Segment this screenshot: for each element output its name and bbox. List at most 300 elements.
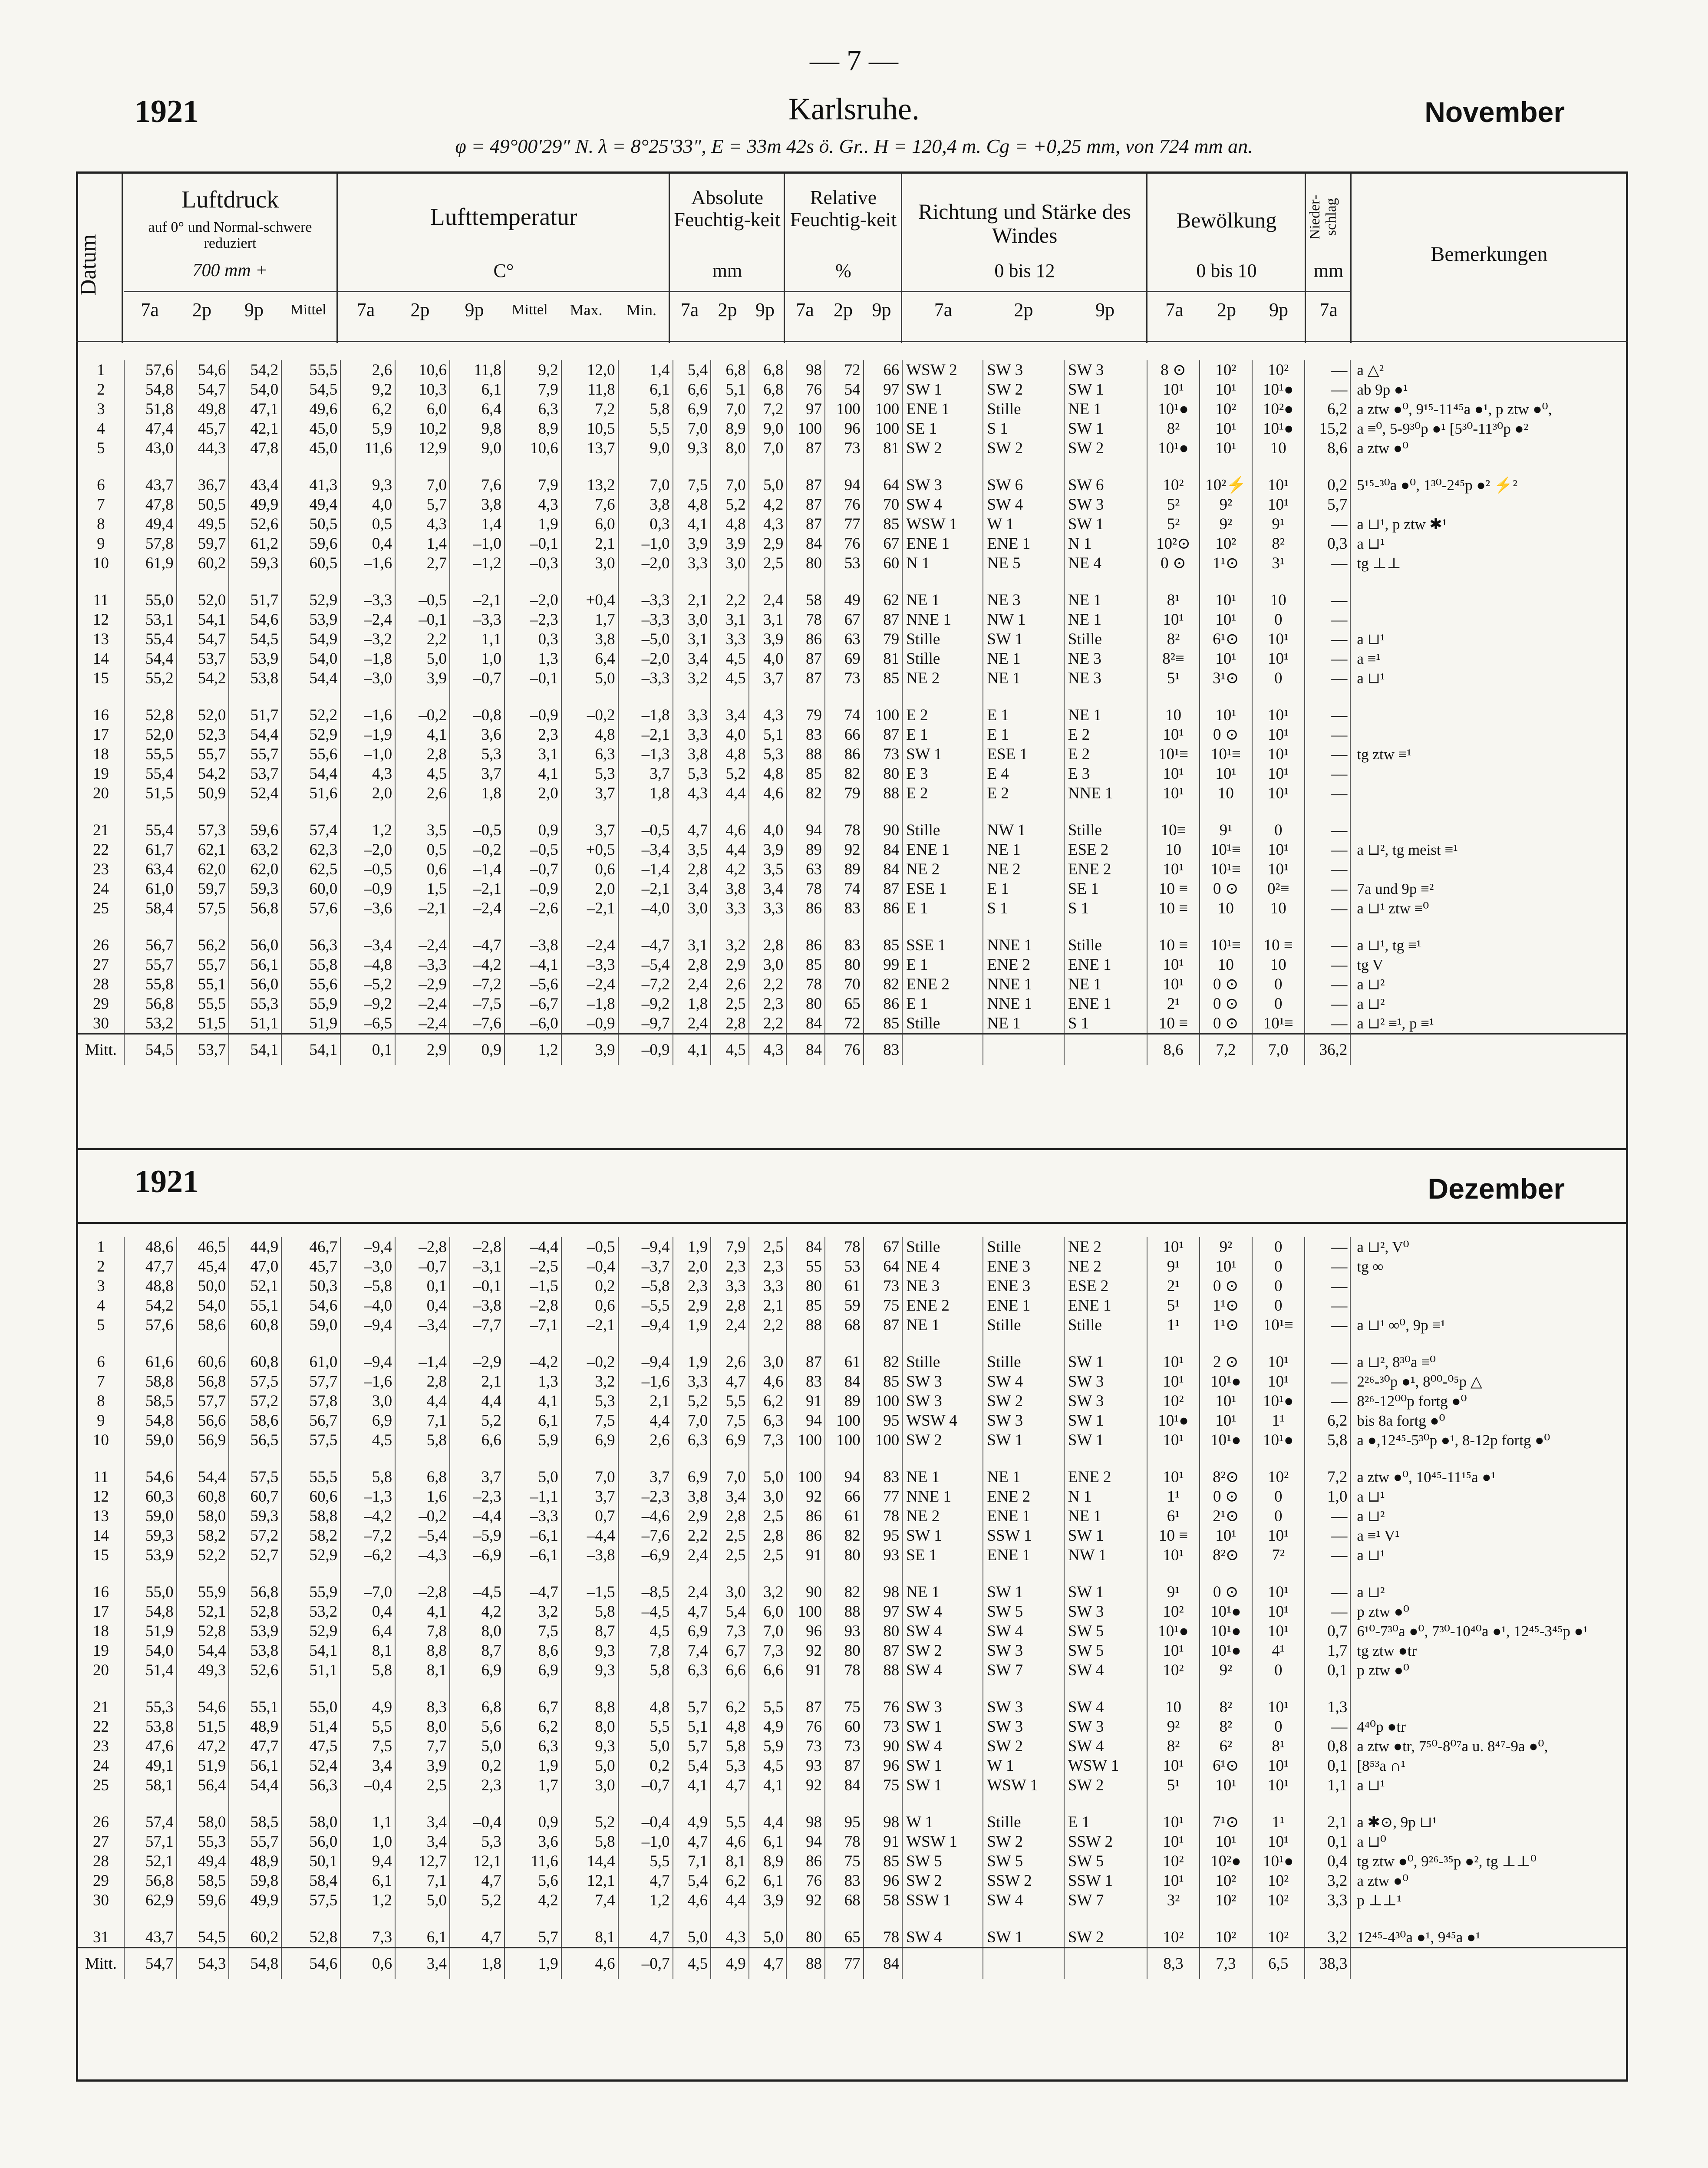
- cell-rel-2p: 83: [825, 936, 864, 955]
- cell-rel-9p: 88: [864, 784, 903, 803]
- cell-temp-9p: 4,2: [450, 1602, 504, 1621]
- cell-rel-9p: 100: [864, 1430, 903, 1450]
- cell-niederschlag: —: [1305, 1352, 1351, 1372]
- cell-luftdruck-mittel: 56,0: [281, 1832, 340, 1852]
- cell-luftdruck-2p: 53,7: [177, 649, 229, 669]
- cell-luftdruck-9p: 56,0: [229, 975, 281, 994]
- cell-abs-2p: 3,4: [711, 705, 749, 725]
- november-block: [78, 360, 1626, 1065]
- cell-luftdruck-9p: 49,9: [229, 495, 281, 514]
- cell-cloud-9p: 1¹: [1252, 1812, 1305, 1832]
- cell-temp-max: 6,0: [561, 514, 618, 534]
- cell-temp-max: 8,7: [561, 1621, 618, 1641]
- cell-rel-2p: 76: [825, 1034, 864, 1065]
- cell-temp-2p: –2,4: [395, 994, 450, 1014]
- cell-luftdruck-9p: 53,8: [229, 1641, 281, 1661]
- cell-datum: 1: [78, 1237, 124, 1257]
- cell-abs-9p: 2,8: [749, 1526, 787, 1545]
- cell-temp-mittel: –0,5: [504, 840, 561, 860]
- cell-temp-2p: 8,8: [395, 1641, 450, 1661]
- cell-rel-2p: 80: [825, 1545, 864, 1565]
- cell-luftdruck-9p: 51,7: [229, 590, 281, 610]
- cell-temp-9p: 9,8: [450, 419, 504, 438]
- cell-cloud-7a: 10¹: [1147, 860, 1200, 879]
- cell-cloud-7a: 10¹: [1147, 610, 1200, 629]
- cell-bemerkung: a ✱⊙, 9p ⊔¹: [1357, 1814, 1437, 1831]
- cell-cloud-2p: 10¹: [1200, 1526, 1252, 1545]
- cell-rel-9p: 100: [864, 399, 903, 419]
- cell-rel-7a: 86: [786, 1526, 825, 1545]
- cell-luftdruck-2p: 60,2: [177, 554, 229, 573]
- cell-temp-max: –0,9: [561, 1014, 618, 1034]
- cell-cloud-2p: 9¹: [1200, 820, 1252, 840]
- cell-abs-9p: 4,3: [749, 705, 787, 725]
- cell-wind-2p: NE 1: [983, 649, 1064, 669]
- cell-wind-7a: SW 4: [902, 1621, 983, 1641]
- cell-luftdruck-mittel: 57,7: [281, 1372, 340, 1391]
- cell-luftdruck-mittel: 57,5: [281, 1891, 340, 1910]
- cell-rel-9p: 87: [864, 879, 903, 899]
- cell-luftdruck-2p: 57,5: [177, 899, 229, 918]
- header-luftdruck-unit: 700 mm +: [192, 260, 268, 280]
- cell-temp-max: 7,5: [561, 1411, 618, 1430]
- cell-bemerkung: tg ∞: [1357, 1258, 1384, 1275]
- cell-cloud-2p: 10¹: [1200, 380, 1252, 399]
- cell-luftdruck-9p: 56,0: [229, 936, 281, 955]
- cell-wind-9p: N 1: [1064, 1487, 1147, 1506]
- cell-wind-9p: SW 3: [1064, 1391, 1147, 1411]
- cell-bemerkung: a ⊔¹ ∞⁰, 9p ≡¹: [1357, 1317, 1445, 1334]
- cell-luftdruck-7a: 57,6: [124, 1315, 177, 1335]
- cell-rel-9p: 73: [864, 1276, 903, 1296]
- cell-luftdruck-mittel: 50,3: [281, 1276, 340, 1296]
- cell-luftdruck-9p: 59,3: [229, 1506, 281, 1526]
- cell-luftdruck-9p: 57,5: [229, 1372, 281, 1391]
- cell-abs-9p: 7,0: [749, 438, 787, 458]
- cell-datum: 30: [78, 1891, 124, 1910]
- cell-abs-7a: 1,9: [673, 1352, 711, 1372]
- table-row: [78, 820, 1626, 840]
- cell-luftdruck-2p: 55,5: [177, 994, 229, 1014]
- cell-luftdruck-mittel: 54,1: [281, 1641, 340, 1661]
- cell-temp-9p: 8,0: [450, 1621, 504, 1641]
- cell-temp-min: –3,3: [618, 669, 673, 688]
- cell-abs-9p: 2,5: [749, 1545, 787, 1565]
- cell-luftdruck-9p: 60,2: [229, 1927, 281, 1948]
- header-datum: Datum: [76, 234, 101, 296]
- cell-luftdruck-9p: 43,4: [229, 475, 281, 495]
- table-row: [78, 860, 1626, 879]
- cell-luftdruck-7a: 47,7: [124, 1257, 177, 1276]
- cell-luftdruck-mittel: 52,9: [281, 1621, 340, 1641]
- cell-luftdruck-2p: 54,2: [177, 669, 229, 688]
- cell-abs-2p: 4,4: [711, 784, 749, 803]
- cell-temp-min: –1,8: [618, 705, 673, 725]
- cell-temp-mittel: –5,6: [504, 975, 561, 994]
- cell-abs-9p: 4,3: [749, 514, 787, 534]
- cell-rel-9p: 97: [864, 380, 903, 399]
- cell-wind-9p: SW 4: [1064, 1736, 1147, 1756]
- cell-temp-mittel: –2,6: [504, 899, 561, 918]
- cell-wind-2p: NE 5: [983, 554, 1064, 573]
- header-niederschlag: Nieder-schlag: [1307, 194, 1339, 240]
- cell-temp-min: –1,0: [618, 534, 673, 554]
- cell-rel-7a: 76: [786, 1717, 825, 1736]
- cell-cloud-9p: 0: [1252, 975, 1305, 994]
- cell-temp-mittel: 8,6: [504, 1641, 561, 1661]
- cell-wind-2p: SW 3: [983, 1411, 1064, 1430]
- cell-luftdruck-7a: 57,8: [124, 534, 177, 554]
- cell-wind-9p: SW 5: [1064, 1641, 1147, 1661]
- cell-datum: 22: [78, 840, 124, 860]
- cell-abs-7a: 3,4: [673, 879, 711, 899]
- cell-cloud-7a: 10¹●: [1147, 399, 1200, 419]
- cell-temp-2p: –4,3: [395, 1545, 450, 1565]
- table-row: [78, 899, 1626, 918]
- cell-luftdruck-7a: 60,3: [124, 1487, 177, 1506]
- cell-abs-2p: 2,8: [711, 1014, 749, 1034]
- cell-wind-9p: ENE 2: [1064, 1467, 1147, 1487]
- cell-cloud-9p: 10¹: [1252, 1372, 1305, 1391]
- cell-niederschlag: —: [1305, 1391, 1351, 1411]
- cell-luftdruck-2p: 52,8: [177, 1621, 229, 1641]
- cell-temp-min: 2,6: [618, 1430, 673, 1450]
- cell-niederschlag: 3,2: [1305, 1871, 1351, 1891]
- cell-cloud-7a: 10¹: [1147, 380, 1200, 399]
- cell-temp-2p: 2,8: [395, 745, 450, 764]
- cell-temp-2p: 0,1: [395, 1276, 450, 1296]
- table-row: [78, 1661, 1626, 1680]
- cell-niederschlag: 0,3: [1305, 534, 1351, 554]
- header-subline: [124, 291, 1350, 292]
- cell-wind-9p: Stille: [1064, 1315, 1147, 1335]
- cell-wind-9p: Stille: [1064, 936, 1147, 955]
- cell-temp-2p: –3,3: [395, 955, 450, 975]
- cell-niederschlag: —: [1305, 669, 1351, 688]
- cell-luftdruck-7a: 52,0: [124, 725, 177, 745]
- cell-temp-2p: 5,0: [395, 1891, 450, 1910]
- cell-temp-min: 1,2: [618, 1891, 673, 1910]
- cell-wind-7a: SW 3: [902, 1391, 983, 1411]
- cell-luftdruck-mittel: 54,6: [281, 1296, 340, 1315]
- cell-temp-9p: –4,5: [450, 1582, 504, 1602]
- cell-niederschlag: 1,1: [1305, 1776, 1351, 1795]
- cell-abs-2p: 5,2: [711, 495, 749, 514]
- cell-niederschlag: 1,0: [1305, 1487, 1351, 1506]
- sub-7a: 7a: [141, 299, 159, 320]
- cell-rel-9p: 64: [864, 1257, 903, 1276]
- cell-wind-2p: SW 4: [983, 1372, 1064, 1391]
- cell-rel-7a: 91: [786, 1391, 825, 1411]
- cell-temp-max: 10,5: [561, 419, 618, 438]
- cell-temp-max: 0,6: [561, 1296, 618, 1315]
- cell-luftdruck-mittel: 57,6: [281, 899, 340, 918]
- cell-luftdruck-7a: 58,8: [124, 1372, 177, 1391]
- cell-rel-2p: 89: [825, 1391, 864, 1411]
- cell-temp-7a: 8,1: [340, 1641, 395, 1661]
- cell-rel-7a: 86: [786, 1506, 825, 1526]
- cell-luftdruck-7a: 53,1: [124, 610, 177, 629]
- cell-cloud-2p: 8²⊙: [1200, 1545, 1252, 1565]
- cell-temp-max: 6,9: [561, 1430, 618, 1450]
- cell-luftdruck-7a: 54,8: [124, 1602, 177, 1621]
- cell-temp-max: 0,6: [561, 860, 618, 879]
- cell-luftdruck-2p: 55,9: [177, 1582, 229, 1602]
- cell-temp-min: 3,7: [618, 764, 673, 784]
- cell-rel-9p: 87: [864, 1641, 903, 1661]
- cell-rel-7a: 87: [786, 669, 825, 688]
- cell-rel-9p: 100: [864, 705, 903, 725]
- cell-temp-7a: 6,4: [340, 1621, 395, 1641]
- cell-wind-9p: NE 1: [1064, 610, 1147, 629]
- cell-temp-2p: –2,4: [395, 1014, 450, 1034]
- cell-luftdruck-2p: 59,6: [177, 1891, 229, 1910]
- table-row: [78, 360, 1626, 380]
- cell-temp-mittel: 6,9: [504, 1661, 561, 1680]
- cell-bemerkung: a ⊔⁰: [1357, 1833, 1387, 1850]
- cell-wind-9p: NE 4: [1064, 554, 1147, 573]
- cell-luftdruck-7a: 47,4: [124, 419, 177, 438]
- cell-rel-2p: 80: [825, 955, 864, 975]
- cell-abs-2p: 6,6: [711, 1661, 749, 1680]
- cell-bemerkung: p ⊥⊥¹: [1357, 1892, 1401, 1909]
- cell-rel-2p: 94: [825, 475, 864, 495]
- cell-temp-7a: 7,3: [340, 1927, 395, 1948]
- cell-temp-9p: –2,3: [450, 1487, 504, 1506]
- cell-rel-7a: 89: [786, 840, 825, 860]
- cell-temp-mittel: 0,9: [504, 1812, 561, 1832]
- cell-abs-2p: 7,0: [711, 475, 749, 495]
- cell-temp-7a: 6,1: [340, 1871, 395, 1891]
- cell-wind-9p: E 2: [1064, 725, 1147, 745]
- cell-wind-7a: Stille: [902, 1014, 983, 1034]
- cell-wind-7a: NNE 1: [902, 1487, 983, 1506]
- cell-datum: 28: [78, 975, 124, 994]
- cell-cloud-9p: 7,0: [1252, 1034, 1305, 1065]
- sub-temp-2p: 2p: [410, 299, 430, 320]
- cell-bemerkung: 4⁴⁰p ●tr: [1357, 1718, 1406, 1735]
- cell-cloud-9p: 10¹●: [1252, 1430, 1305, 1450]
- cell-cloud-9p: 10¹: [1252, 784, 1305, 803]
- cell-temp-mittel: 1,9: [504, 1756, 561, 1776]
- cell-cloud-9p: 8²: [1252, 534, 1305, 554]
- cell-cloud-9p: 10¹≡: [1252, 1315, 1305, 1335]
- cell-temp-7a: –9,4: [340, 1352, 395, 1372]
- cell-luftdruck-2p: 53,7: [177, 1034, 229, 1065]
- cell-temp-max: 12,0: [561, 360, 618, 380]
- sub-abs-9p: 9p: [755, 299, 775, 320]
- cell-bemerkung: a ⊔²: [1357, 995, 1385, 1012]
- cell-temp-9p: –2,9: [450, 1352, 504, 1372]
- cell-temp-min: –7,6: [618, 1526, 673, 1545]
- cell-luftdruck-7a: 54,6: [124, 1467, 177, 1487]
- cell-wind-9p: N 1: [1064, 534, 1147, 554]
- cell-wind-7a: ENE 2: [902, 1296, 983, 1315]
- cell-rel-7a: 92: [786, 1891, 825, 1910]
- cell-luftdruck-7a: 43,0: [124, 438, 177, 458]
- cell-wind-2p: E 4: [983, 764, 1064, 784]
- cell-rel-2p: 80: [825, 1641, 864, 1661]
- cell-rel-9p: 84: [864, 840, 903, 860]
- cell-rel-9p: 87: [864, 610, 903, 629]
- cell-rel-2p: 93: [825, 1621, 864, 1641]
- cell-wind-7a: ENE 1: [902, 534, 983, 554]
- cell-luftdruck-7a: 51,4: [124, 1661, 177, 1680]
- cell-luftdruck-mittel: 55,9: [281, 1582, 340, 1602]
- cell-wind-2p: NE 3: [983, 590, 1064, 610]
- cell-wind-7a: SW 4: [902, 1736, 983, 1756]
- cell-temp-9p: 1,8: [450, 1948, 504, 1979]
- cell-bemerkung: a △²: [1357, 362, 1384, 379]
- cell-luftdruck-9p: 59,3: [229, 554, 281, 573]
- cell-abs-9p: 4,7: [749, 1948, 787, 1979]
- header-divider: [122, 174, 123, 343]
- sub-2p: 2p: [192, 299, 211, 320]
- cell-wind-7a: WSW 4: [902, 1411, 983, 1430]
- cell-abs-9p: 9,0: [749, 419, 787, 438]
- cell-temp-9p: –3,8: [450, 1296, 504, 1315]
- cell-abs-2p: 2,6: [711, 975, 749, 994]
- cell-cloud-2p: 10¹●: [1200, 1621, 1252, 1641]
- cell-rel-7a: 98: [786, 360, 825, 380]
- cell-wind-7a: Stille: [902, 820, 983, 840]
- cell-luftdruck-7a: 58,5: [124, 1391, 177, 1411]
- cell-wind-2p: Stille: [983, 1352, 1064, 1372]
- cell-rel-2p: 78: [825, 820, 864, 840]
- header-divider: [1146, 174, 1147, 343]
- cell-wind-2p: NE 2: [983, 860, 1064, 879]
- cell-wind-7a: NE 2: [902, 1506, 983, 1526]
- cell-temp-7a: –0,9: [340, 879, 395, 899]
- cell-luftdruck-7a: 55,5: [124, 745, 177, 764]
- cell-wind-2p: Stille: [983, 1315, 1064, 1335]
- cell-wind-7a: W 1: [902, 1812, 983, 1832]
- cell-bemerkung: tg ⊥⊥: [1357, 555, 1401, 572]
- cell-cloud-9p: 10¹: [1252, 764, 1305, 784]
- cell-cloud-2p: 10¹: [1200, 764, 1252, 784]
- cell-wind-9p: SW 3: [1064, 1717, 1147, 1736]
- cell-temp-9p: 7,6: [450, 475, 504, 495]
- cell-luftdruck-7a: 59,0: [124, 1506, 177, 1526]
- cell-luftdruck-7a: 53,2: [124, 1014, 177, 1034]
- cell-abs-9p: 6,1: [749, 1832, 787, 1852]
- cell-rel-9p: 80: [864, 1621, 903, 1641]
- cell-cloud-2p: 10¹●: [1200, 1430, 1252, 1450]
- cell-temp-2p: 8,3: [395, 1697, 450, 1717]
- month-separator: [78, 1222, 1626, 1224]
- cell-abs-9p: 2,2: [749, 1315, 787, 1335]
- cell-abs-2p: 3,0: [711, 554, 749, 573]
- cell-luftdruck-mittel: 49,4: [281, 495, 340, 514]
- cell-luftdruck-2p: 54,4: [177, 1467, 229, 1487]
- cell-temp-mittel: –3,8: [504, 936, 561, 955]
- cell-temp-2p: 6,1: [395, 1927, 450, 1948]
- cell-rel-9p: 82: [864, 975, 903, 994]
- cell-wind-2p: [983, 1034, 1064, 1065]
- cell-luftdruck-7a: 54,8: [124, 1411, 177, 1430]
- cell-temp-2p: 2,8: [395, 1372, 450, 1391]
- cell-wind-2p: ENE 1: [983, 1296, 1064, 1315]
- cell-abs-7a: 4,1: [673, 514, 711, 534]
- cell-temp-7a: –9,2: [340, 994, 395, 1014]
- cell-cloud-2p: 0 ⊙: [1200, 725, 1252, 745]
- cell-luftdruck-mittel: 54,6: [281, 1948, 340, 1979]
- cell-luftdruck-9p: 57,2: [229, 1526, 281, 1545]
- cell-cloud-9p: 10: [1252, 899, 1305, 918]
- cell-abs-9p: 6,0: [749, 1602, 787, 1621]
- cell-abs-7a: 6,3: [673, 1430, 711, 1450]
- cell-datum: 16: [78, 1582, 124, 1602]
- cell-rel-9p: 93: [864, 1545, 903, 1565]
- cell-cloud-2p: 10¹: [1200, 1411, 1252, 1430]
- cell-rel-7a: 90: [786, 1582, 825, 1602]
- cell-luftdruck-9p: 54,2: [229, 360, 281, 380]
- cell-cloud-2p: 10¹: [1200, 610, 1252, 629]
- table-row: [78, 1430, 1626, 1450]
- cell-wind-9p: S 1: [1064, 1014, 1147, 1034]
- cell-wind-9p: NE 3: [1064, 669, 1147, 688]
- cell-temp-2p: –2,1: [395, 899, 450, 918]
- cell-abs-7a: 1,9: [673, 1237, 711, 1257]
- cell-cloud-7a: 9¹: [1147, 1582, 1200, 1602]
- cell-cloud-9p: 0: [1252, 1257, 1305, 1276]
- cell-datum: 18: [78, 745, 124, 764]
- cell-abs-2p: 4,4: [711, 1891, 749, 1910]
- cell-rel-9p: 70: [864, 495, 903, 514]
- cell-cloud-7a: 5²: [1147, 495, 1200, 514]
- table-row: [78, 705, 1626, 725]
- cell-luftdruck-2p: 49,8: [177, 399, 229, 419]
- cell-bemerkung: tg ztw ●⁰, 9²⁶-³⁵p ●², tg ⊥⊥⁰: [1357, 1853, 1537, 1870]
- cell-cloud-7a: 10 ≡: [1147, 1526, 1200, 1545]
- page-number: — 7 —: [810, 44, 898, 77]
- cell-temp-max: –3,3: [561, 955, 618, 975]
- cell-temp-mittel: –4,1: [504, 955, 561, 975]
- cell-wind-9p: Stille: [1064, 820, 1147, 840]
- cell-luftdruck-7a: 54,4: [124, 649, 177, 669]
- cell-temp-min: 9,0: [618, 438, 673, 458]
- cell-luftdruck-mittel: 59,6: [281, 534, 340, 554]
- cell-temp-mittel: 2,3: [504, 725, 561, 745]
- header-bewoelkung-unit: 0 bis 10: [1196, 260, 1257, 281]
- cell-luftdruck-7a: 55,4: [124, 629, 177, 649]
- cell-wind-9p: SW 1: [1064, 514, 1147, 534]
- table-row: [78, 1736, 1626, 1756]
- cell-wind-7a: E 2: [902, 784, 983, 803]
- cell-luftdruck-2p: 47,2: [177, 1736, 229, 1756]
- cell-abs-2p: 3,1: [711, 610, 749, 629]
- cell-bemerkung: tg ztw ●tr: [1357, 1642, 1417, 1659]
- cell-rel-9p: 81: [864, 438, 903, 458]
- cell-temp-9p: 5,2: [450, 1411, 504, 1430]
- cell-temp-mittel: 0,3: [504, 629, 561, 649]
- cell-rel-9p: 85: [864, 936, 903, 955]
- table-row: [78, 1756, 1626, 1776]
- cell-datum: 15: [78, 1545, 124, 1565]
- cell-luftdruck-7a: 43,7: [124, 475, 177, 495]
- cell-rel-2p: 61: [825, 1276, 864, 1296]
- cell-luftdruck-mittel: 52,9: [281, 590, 340, 610]
- cell-bemerkung: a ⊔², tg meist ≡¹: [1357, 841, 1458, 858]
- cell-luftdruck-2p: 56,4: [177, 1776, 229, 1795]
- cell-abs-2p: 5,1: [711, 380, 749, 399]
- cell-luftdruck-2p: 55,3: [177, 1832, 229, 1852]
- cell-niederschlag: —: [1305, 784, 1351, 803]
- cell-temp-min: 3,7: [618, 1467, 673, 1487]
- cell-cloud-2p: 2¹⊙: [1200, 1506, 1252, 1526]
- cell-luftdruck-9p: 52,8: [229, 1602, 281, 1621]
- cell-luftdruck-2p: 62,0: [177, 860, 229, 879]
